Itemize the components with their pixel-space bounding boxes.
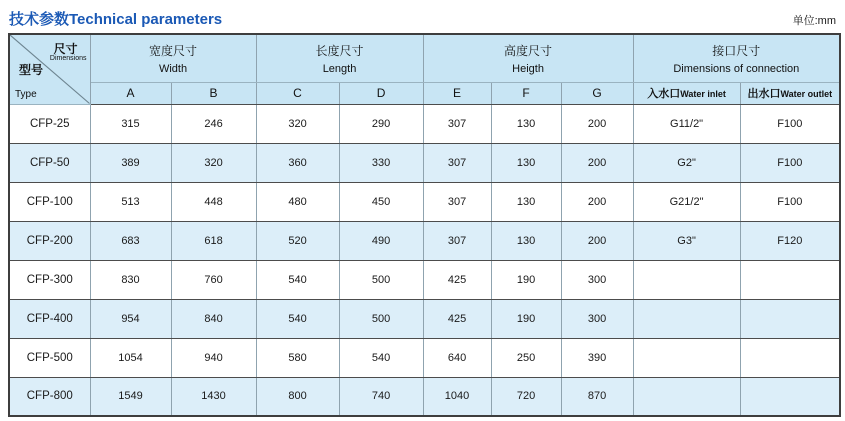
value-cell: 200 xyxy=(561,143,633,182)
value-cell: 720 xyxy=(491,377,561,416)
value-cell: 307 xyxy=(423,104,491,143)
group-header-row xyxy=(9,34,840,82)
value-cell: 540 xyxy=(256,299,339,338)
subheader-water-inlet xyxy=(633,82,740,104)
value-cell: 190 xyxy=(491,299,561,338)
table-row xyxy=(9,143,840,182)
value-cell: 840 xyxy=(171,299,256,338)
group-header-width xyxy=(90,34,256,82)
value-cell: F100 xyxy=(740,143,840,182)
value-cell: 490 xyxy=(339,221,423,260)
group-header-length xyxy=(256,34,423,82)
model-cell: CFP-50 xyxy=(9,143,90,182)
model-cell: CFP-300 xyxy=(9,260,90,299)
value-cell: 246 xyxy=(171,104,256,143)
value-cell: G11/2" xyxy=(633,104,740,143)
value-cell: 130 xyxy=(491,143,561,182)
table-row xyxy=(9,104,840,143)
value-cell: 130 xyxy=(491,221,561,260)
group-header-zh: 宽度尺寸 xyxy=(149,43,198,58)
model-cell: CFP-400 xyxy=(9,299,90,338)
value-cell: 540 xyxy=(339,338,423,377)
value-cell: G21/2" xyxy=(633,182,740,221)
value-cell: 300 xyxy=(561,299,633,338)
group-header-en: Width xyxy=(158,62,188,75)
value-cell: 513 xyxy=(90,182,171,221)
value-cell: 307 xyxy=(423,221,491,260)
value-cell: 480 xyxy=(256,182,339,221)
value-cell: 300 xyxy=(561,260,633,299)
value-cell: 450 xyxy=(339,182,423,221)
corner-type-zh: 型号 xyxy=(19,63,44,77)
table-row xyxy=(9,182,840,221)
group-header-heigth xyxy=(423,34,633,82)
value-cell: 830 xyxy=(90,260,171,299)
subheader-b: B xyxy=(171,82,256,104)
technical-parameters-table xyxy=(8,33,841,417)
value-cell: 315 xyxy=(90,104,171,143)
group-header-en: Heigth xyxy=(512,62,544,75)
table-row xyxy=(9,221,840,260)
subheader-g: G xyxy=(561,82,633,104)
value-cell xyxy=(633,260,740,299)
value-cell: 954 xyxy=(90,299,171,338)
value-cell: 130 xyxy=(491,104,561,143)
value-cell: F100 xyxy=(740,104,840,143)
value-cell: 740 xyxy=(339,377,423,416)
group-header-zh: 高度尺寸 xyxy=(504,43,553,58)
value-cell: 200 xyxy=(561,182,633,221)
value-cell: 448 xyxy=(171,182,256,221)
model-cell: CFP-500 xyxy=(9,338,90,377)
value-cell: 190 xyxy=(491,260,561,299)
value-cell: 540 xyxy=(256,260,339,299)
value-cell: 320 xyxy=(171,143,256,182)
value-cell: 130 xyxy=(491,182,561,221)
value-cell: 307 xyxy=(423,143,491,182)
unit-label: 单位:mm xyxy=(792,15,836,27)
model-cell: CFP-25 xyxy=(9,104,90,143)
subheader-zh: 入水口 xyxy=(647,88,681,100)
corner-dimensions-zh: 尺寸 xyxy=(53,42,78,56)
value-cell: 320 xyxy=(256,104,339,143)
model-cell: CFP-100 xyxy=(9,182,90,221)
value-cell: 520 xyxy=(256,221,339,260)
model-cell: CFP-800 xyxy=(9,377,90,416)
value-cell: 1054 xyxy=(90,338,171,377)
value-cell: 425 xyxy=(423,260,491,299)
value-cell: G3" xyxy=(633,221,740,260)
value-cell: 870 xyxy=(561,377,633,416)
value-cell: 330 xyxy=(339,143,423,182)
value-cell: 800 xyxy=(256,377,339,416)
value-cell xyxy=(740,260,840,299)
value-cell: 360 xyxy=(256,143,339,182)
value-cell xyxy=(633,299,740,338)
group-header-en: Dimensions of connection xyxy=(673,62,800,75)
value-cell: 760 xyxy=(171,260,256,299)
subheader-a: A xyxy=(90,82,171,104)
subheader-en: Water outlet xyxy=(780,89,833,99)
value-cell xyxy=(633,377,740,416)
model-cell: CFP-200 xyxy=(9,221,90,260)
value-cell: 940 xyxy=(171,338,256,377)
value-cell: 500 xyxy=(339,299,423,338)
value-cell: G2" xyxy=(633,143,740,182)
subheader-d: D xyxy=(339,82,423,104)
value-cell: F120 xyxy=(740,221,840,260)
value-cell: 1040 xyxy=(423,377,491,416)
value-cell: 200 xyxy=(561,221,633,260)
value-cell xyxy=(740,377,840,416)
group-header-zh: 接口尺寸 xyxy=(712,43,761,58)
group-header-en: Length xyxy=(322,62,357,75)
sub-header-row xyxy=(9,82,840,104)
subheader-e: E xyxy=(423,82,491,104)
subheader-water-outlet xyxy=(740,82,840,104)
value-cell: 425 xyxy=(423,299,491,338)
corner-dimensions-en: Dimensions xyxy=(49,55,87,62)
group-header-dimensions-of-connection xyxy=(633,34,840,82)
table-row xyxy=(9,377,840,416)
table-row xyxy=(9,299,840,338)
value-cell: 290 xyxy=(339,104,423,143)
value-cell: 1549 xyxy=(90,377,171,416)
value-cell: 307 xyxy=(423,182,491,221)
subheader-f: F xyxy=(491,82,561,104)
value-cell: 389 xyxy=(90,143,171,182)
value-cell: 618 xyxy=(171,221,256,260)
value-cell: 500 xyxy=(339,260,423,299)
value-cell: 580 xyxy=(256,338,339,377)
subheader-zh: 出水口 xyxy=(747,88,781,100)
subheader-c: C xyxy=(256,82,339,104)
page-title: 技术参数Technical parameters xyxy=(9,11,223,28)
corner-header-cell xyxy=(9,34,90,104)
value-cell: 390 xyxy=(561,338,633,377)
value-cell xyxy=(740,338,840,377)
subheader-en: Water inlet xyxy=(680,89,726,99)
title-bar xyxy=(0,0,845,29)
value-cell: 640 xyxy=(423,338,491,377)
value-cell: F100 xyxy=(740,182,840,221)
value-cell: 683 xyxy=(90,221,171,260)
value-cell xyxy=(740,299,840,338)
value-cell: 1430 xyxy=(171,377,256,416)
table-row xyxy=(9,260,840,299)
corner-type-en: Type xyxy=(15,88,37,100)
table-row xyxy=(9,338,840,377)
value-cell: 200 xyxy=(561,104,633,143)
value-cell xyxy=(633,338,740,377)
value-cell: 250 xyxy=(491,338,561,377)
group-header-zh: 长度尺寸 xyxy=(315,43,364,58)
